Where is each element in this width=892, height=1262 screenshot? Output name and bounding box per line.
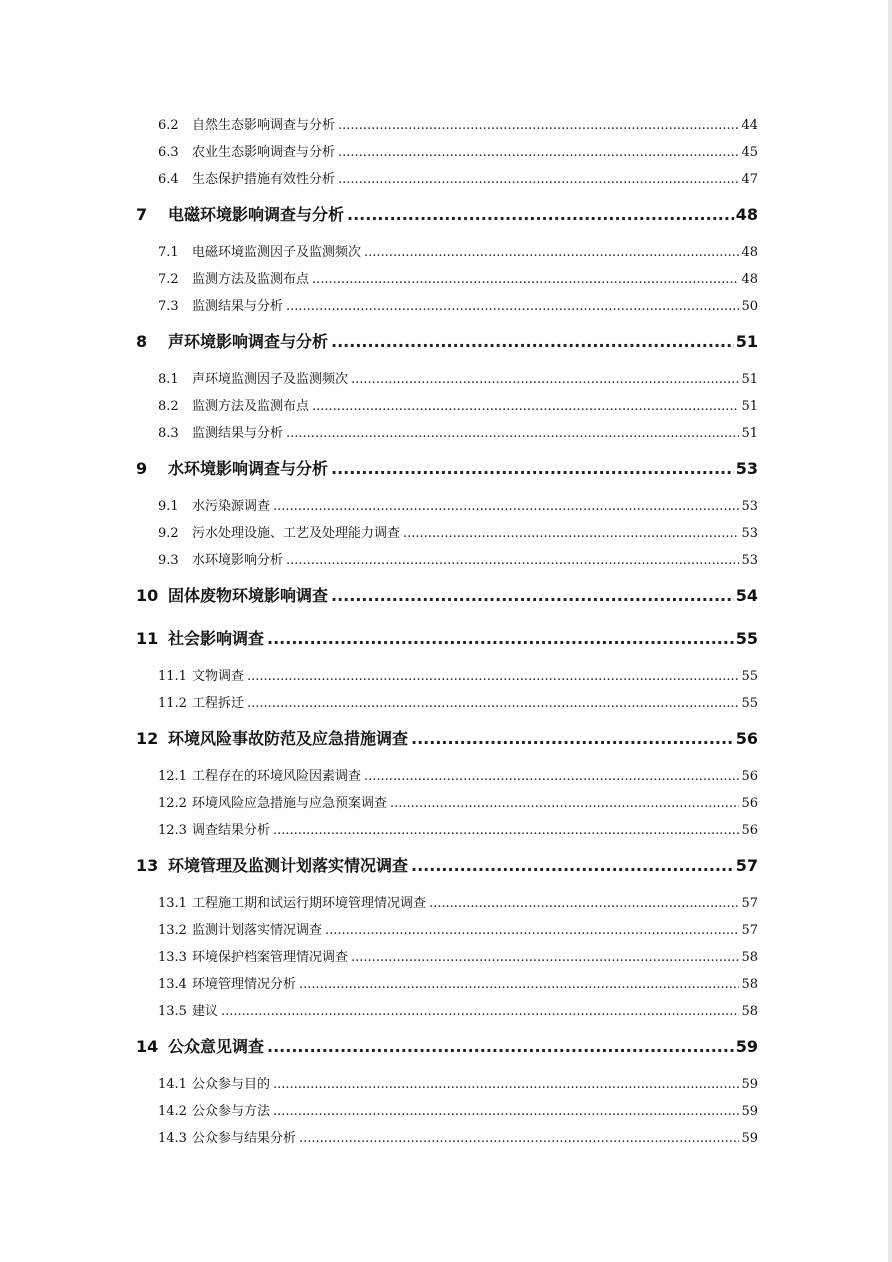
- toc-dot-leader: [325, 917, 739, 944]
- toc-entry-title: 水环境影响调查与分析: [168, 459, 329, 478]
- toc-entry: [136, 293, 758, 320]
- toc-entry-title: 农业生态影响调查与分析: [192, 145, 336, 160]
- toc-entry-page: 48: [741, 245, 758, 260]
- toc-entry: [136, 720, 758, 758]
- toc-entry: [136, 266, 758, 293]
- toc-dot-leader: [286, 293, 739, 320]
- toc-entry-number: 12.1: [158, 769, 187, 784]
- toc-entry-page: 51: [735, 332, 758, 351]
- toc-dot-leader: [331, 577, 734, 615]
- toc-dot-leader: [411, 720, 734, 758]
- toc-entry: [136, 577, 758, 615]
- toc-dot-leader: [411, 847, 734, 885]
- toc-entry-title: 自然生态影响调查与分析: [192, 118, 336, 133]
- toc-entry-number: 6.4: [158, 172, 179, 187]
- toc-entry-page: 59: [741, 1104, 758, 1119]
- toc-entry: [136, 139, 758, 166]
- toc-entry-page: 55: [741, 696, 758, 711]
- toc-entry-number: 10: [136, 586, 159, 605]
- toc-dot-leader: [351, 366, 739, 393]
- toc-entry-page: 56: [735, 729, 758, 748]
- toc-entry: [136, 1028, 758, 1066]
- toc-entry-number: 7.2: [158, 272, 179, 287]
- toc-entry-number: 7.3: [158, 299, 179, 314]
- toc-entry: [136, 790, 758, 817]
- toc-dot-leader: [351, 944, 739, 971]
- toc-entry-number: 8.2: [158, 399, 179, 414]
- toc-entry-title: 环境管理及监测计划落实情况调查: [168, 856, 409, 875]
- toc-entry-page: 48: [741, 272, 758, 287]
- toc-entry: [136, 520, 758, 547]
- toc-entry: [136, 112, 758, 139]
- toc-entry-page: 51: [741, 372, 758, 387]
- toc-entry-page: 59: [735, 1037, 758, 1056]
- toc-dot-leader: [286, 547, 739, 574]
- toc-entry-page: 45: [741, 145, 758, 160]
- toc-entry-title: 水环境影响分析: [192, 553, 284, 568]
- toc-entry: [136, 690, 758, 717]
- toc-entry-title: 污水处理设施、工艺及处理能力调查: [192, 526, 401, 541]
- toc-entry-page: 47: [741, 172, 758, 187]
- toc-dot-leader: [338, 139, 739, 166]
- toc-dot-leader: [286, 420, 739, 447]
- toc-entry-title: 监测方法及监测布点: [192, 272, 310, 287]
- toc-entry: [136, 998, 758, 1025]
- toc-dot-leader: [364, 763, 739, 790]
- page-edge: [888, 0, 892, 1262]
- toc-dot-leader: [403, 520, 739, 547]
- toc-entry-title: 调查结果分析: [192, 823, 271, 838]
- toc-dot-leader: [390, 790, 739, 817]
- toc-entry: [136, 493, 758, 520]
- toc-dot-leader: [273, 493, 739, 520]
- toc-entry-number: 13.3: [158, 950, 187, 965]
- toc-entry-title: 工程施工期和试运行期环境管理情况调查: [192, 896, 427, 911]
- toc-entry-title: 社会影响调查: [168, 629, 265, 648]
- toc-entry: [136, 1071, 758, 1098]
- toc-entry-page: 53: [741, 499, 758, 514]
- toc-dot-leader: [273, 1071, 739, 1098]
- toc-entry-page: 55: [741, 669, 758, 684]
- toc-dot-leader: [247, 690, 739, 717]
- toc-entry-page: 44: [741, 118, 758, 133]
- toc-entry-number: 11: [136, 629, 159, 648]
- toc-entry-number: 9.2: [158, 526, 179, 541]
- toc-entry-number: 6.2: [158, 118, 179, 133]
- toc-entry-page: 58: [741, 1004, 758, 1019]
- toc-dot-leader: [312, 393, 739, 420]
- toc-entry-title: 公众意见调查: [168, 1037, 265, 1056]
- toc-entry-title: 监测计划落实情况调查: [192, 923, 323, 938]
- toc-entry: [136, 366, 758, 393]
- toc-dot-leader: [429, 890, 739, 917]
- toc-entry-number: 7.1: [158, 245, 179, 260]
- toc-dot-leader: [331, 450, 734, 488]
- toc-entry-page: 59: [741, 1077, 758, 1092]
- toc-entry: [136, 620, 758, 658]
- toc-entry-number: 13.2: [158, 923, 187, 938]
- toc-dot-leader: [347, 196, 734, 234]
- toc-dot-leader: [247, 663, 739, 690]
- toc-entry-page: 54: [735, 586, 758, 605]
- toc-entry-number: 12.2: [158, 796, 187, 811]
- toc-entry-title: 监测方法及监测布点: [192, 399, 310, 414]
- toc-dot-leader: [267, 620, 734, 658]
- toc-entry-number: 9: [136, 459, 148, 478]
- toc-entry: [136, 420, 758, 447]
- toc-entry-page: 51: [741, 399, 758, 414]
- toc-entry-page: 56: [741, 796, 758, 811]
- toc-entry-page: 57: [735, 856, 758, 875]
- toc-entry-number: 9.1: [158, 499, 179, 514]
- toc-entry-page: 58: [741, 950, 758, 965]
- toc-entry: [136, 944, 758, 971]
- toc-entry-number: 12.3: [158, 823, 187, 838]
- toc-entry: [136, 166, 758, 193]
- toc-entry: [136, 817, 758, 844]
- toc-entry-page: 48: [735, 205, 758, 224]
- toc-entry-number: 8: [136, 332, 148, 351]
- toc-entry: [136, 547, 758, 574]
- toc-dot-leader: [221, 998, 739, 1025]
- toc-dot-leader: [267, 1028, 734, 1066]
- toc-entry-page: 56: [741, 769, 758, 784]
- toc-entry-number: 13.5: [158, 1004, 187, 1019]
- toc-entry: [136, 890, 758, 917]
- toc-entry: [136, 196, 758, 234]
- toc-dot-leader: [299, 1125, 739, 1152]
- toc-entry-title: 声环境监测因子及监测频次: [192, 372, 349, 387]
- table-of-contents: [136, 112, 758, 1152]
- toc-entry-title: 电磁环境监测因子及监测频次: [192, 245, 362, 260]
- toc-entry-number: 13.4: [158, 977, 187, 992]
- toc-entry-page: 50: [741, 299, 758, 314]
- toc-dot-leader: [312, 266, 739, 293]
- toc-dot-leader: [299, 971, 739, 998]
- toc-entry-title: 生态保护措施有效性分析: [192, 172, 336, 187]
- toc-entry-page: 57: [741, 923, 758, 938]
- toc-entry-number: 6.3: [158, 145, 179, 160]
- toc-entry-page: 51: [741, 426, 758, 441]
- toc-entry-title: 监测结果与分析: [192, 426, 284, 441]
- toc-entry-page: 57: [741, 896, 758, 911]
- toc-entry-title: 工程存在的环境风险因素调查: [192, 769, 362, 784]
- toc-entry-title: 公众参与目的: [192, 1077, 271, 1092]
- toc-entry-number: 14.3: [158, 1131, 187, 1146]
- toc-dot-leader: [273, 1098, 739, 1125]
- toc-entry-title: 电磁环境影响调查与分析: [168, 205, 345, 224]
- toc-entry-title: 水污染源调查: [192, 499, 271, 514]
- toc-entry: [136, 847, 758, 885]
- toc-entry-number: 7: [136, 205, 148, 224]
- toc-dot-leader: [331, 323, 734, 361]
- toc-entry-number: 14.2: [158, 1104, 187, 1119]
- toc-entry-number: 8.3: [158, 426, 179, 441]
- toc-entry-number: 11.1: [158, 669, 187, 684]
- toc-entry-page: 59: [741, 1131, 758, 1146]
- toc-entry: [136, 239, 758, 266]
- toc-entry-number: 8.1: [158, 372, 179, 387]
- toc-dot-leader: [338, 166, 739, 193]
- toc-dot-leader: [338, 112, 739, 139]
- toc-entry: [136, 1098, 758, 1125]
- toc-entry-page: 53: [735, 459, 758, 478]
- toc-entry: [136, 763, 758, 790]
- toc-entry-title: 公众参与方法: [192, 1104, 271, 1119]
- toc-entry-page: 58: [741, 977, 758, 992]
- toc-entry-title: 监测结果与分析: [192, 299, 284, 314]
- toc-entry-title: 工程拆迁: [192, 696, 245, 711]
- toc-entry: [136, 393, 758, 420]
- toc-entry-number: 13: [136, 856, 159, 875]
- toc-entry: [136, 971, 758, 998]
- toc-entry-number: 9.3: [158, 553, 179, 568]
- toc-entry-number: 14: [136, 1037, 159, 1056]
- toc-entry-title: 固体废物环境影响调查: [168, 586, 329, 605]
- toc-entry-number: 13.1: [158, 896, 187, 911]
- toc-entry-number: 14.1: [158, 1077, 187, 1092]
- toc-dot-leader: [364, 239, 739, 266]
- toc-entry-title: 声环境影响调查与分析: [168, 332, 329, 351]
- toc-entry: [136, 663, 758, 690]
- toc-entry-title: 公众参与结果分析: [192, 1131, 297, 1146]
- toc-dot-leader: [273, 817, 739, 844]
- toc-entry: [136, 1125, 758, 1152]
- toc-entry-title: 环境风险应急措施与应急预案调查: [192, 796, 388, 811]
- toc-entry-title: 环境保护档案管理情况调查: [192, 950, 349, 965]
- toc-entry-page: 55: [735, 629, 758, 648]
- toc-entry-page: 53: [741, 553, 758, 568]
- toc-entry-number: 11.2: [158, 696, 187, 711]
- toc-entry: [136, 917, 758, 944]
- toc-entry-number: 12: [136, 729, 159, 748]
- toc-entry-title: 建议: [192, 1004, 219, 1019]
- toc-entry-title: 文物调查: [192, 669, 245, 684]
- toc-entry-page: 56: [741, 823, 758, 838]
- toc-entry: [136, 450, 758, 488]
- toc-entry-title: 环境管理情况分析: [192, 977, 297, 992]
- toc-entry: [136, 323, 758, 361]
- toc-entry-title: 环境风险事故防范及应急措施调查: [168, 729, 409, 748]
- toc-entry-page: 53: [741, 526, 758, 541]
